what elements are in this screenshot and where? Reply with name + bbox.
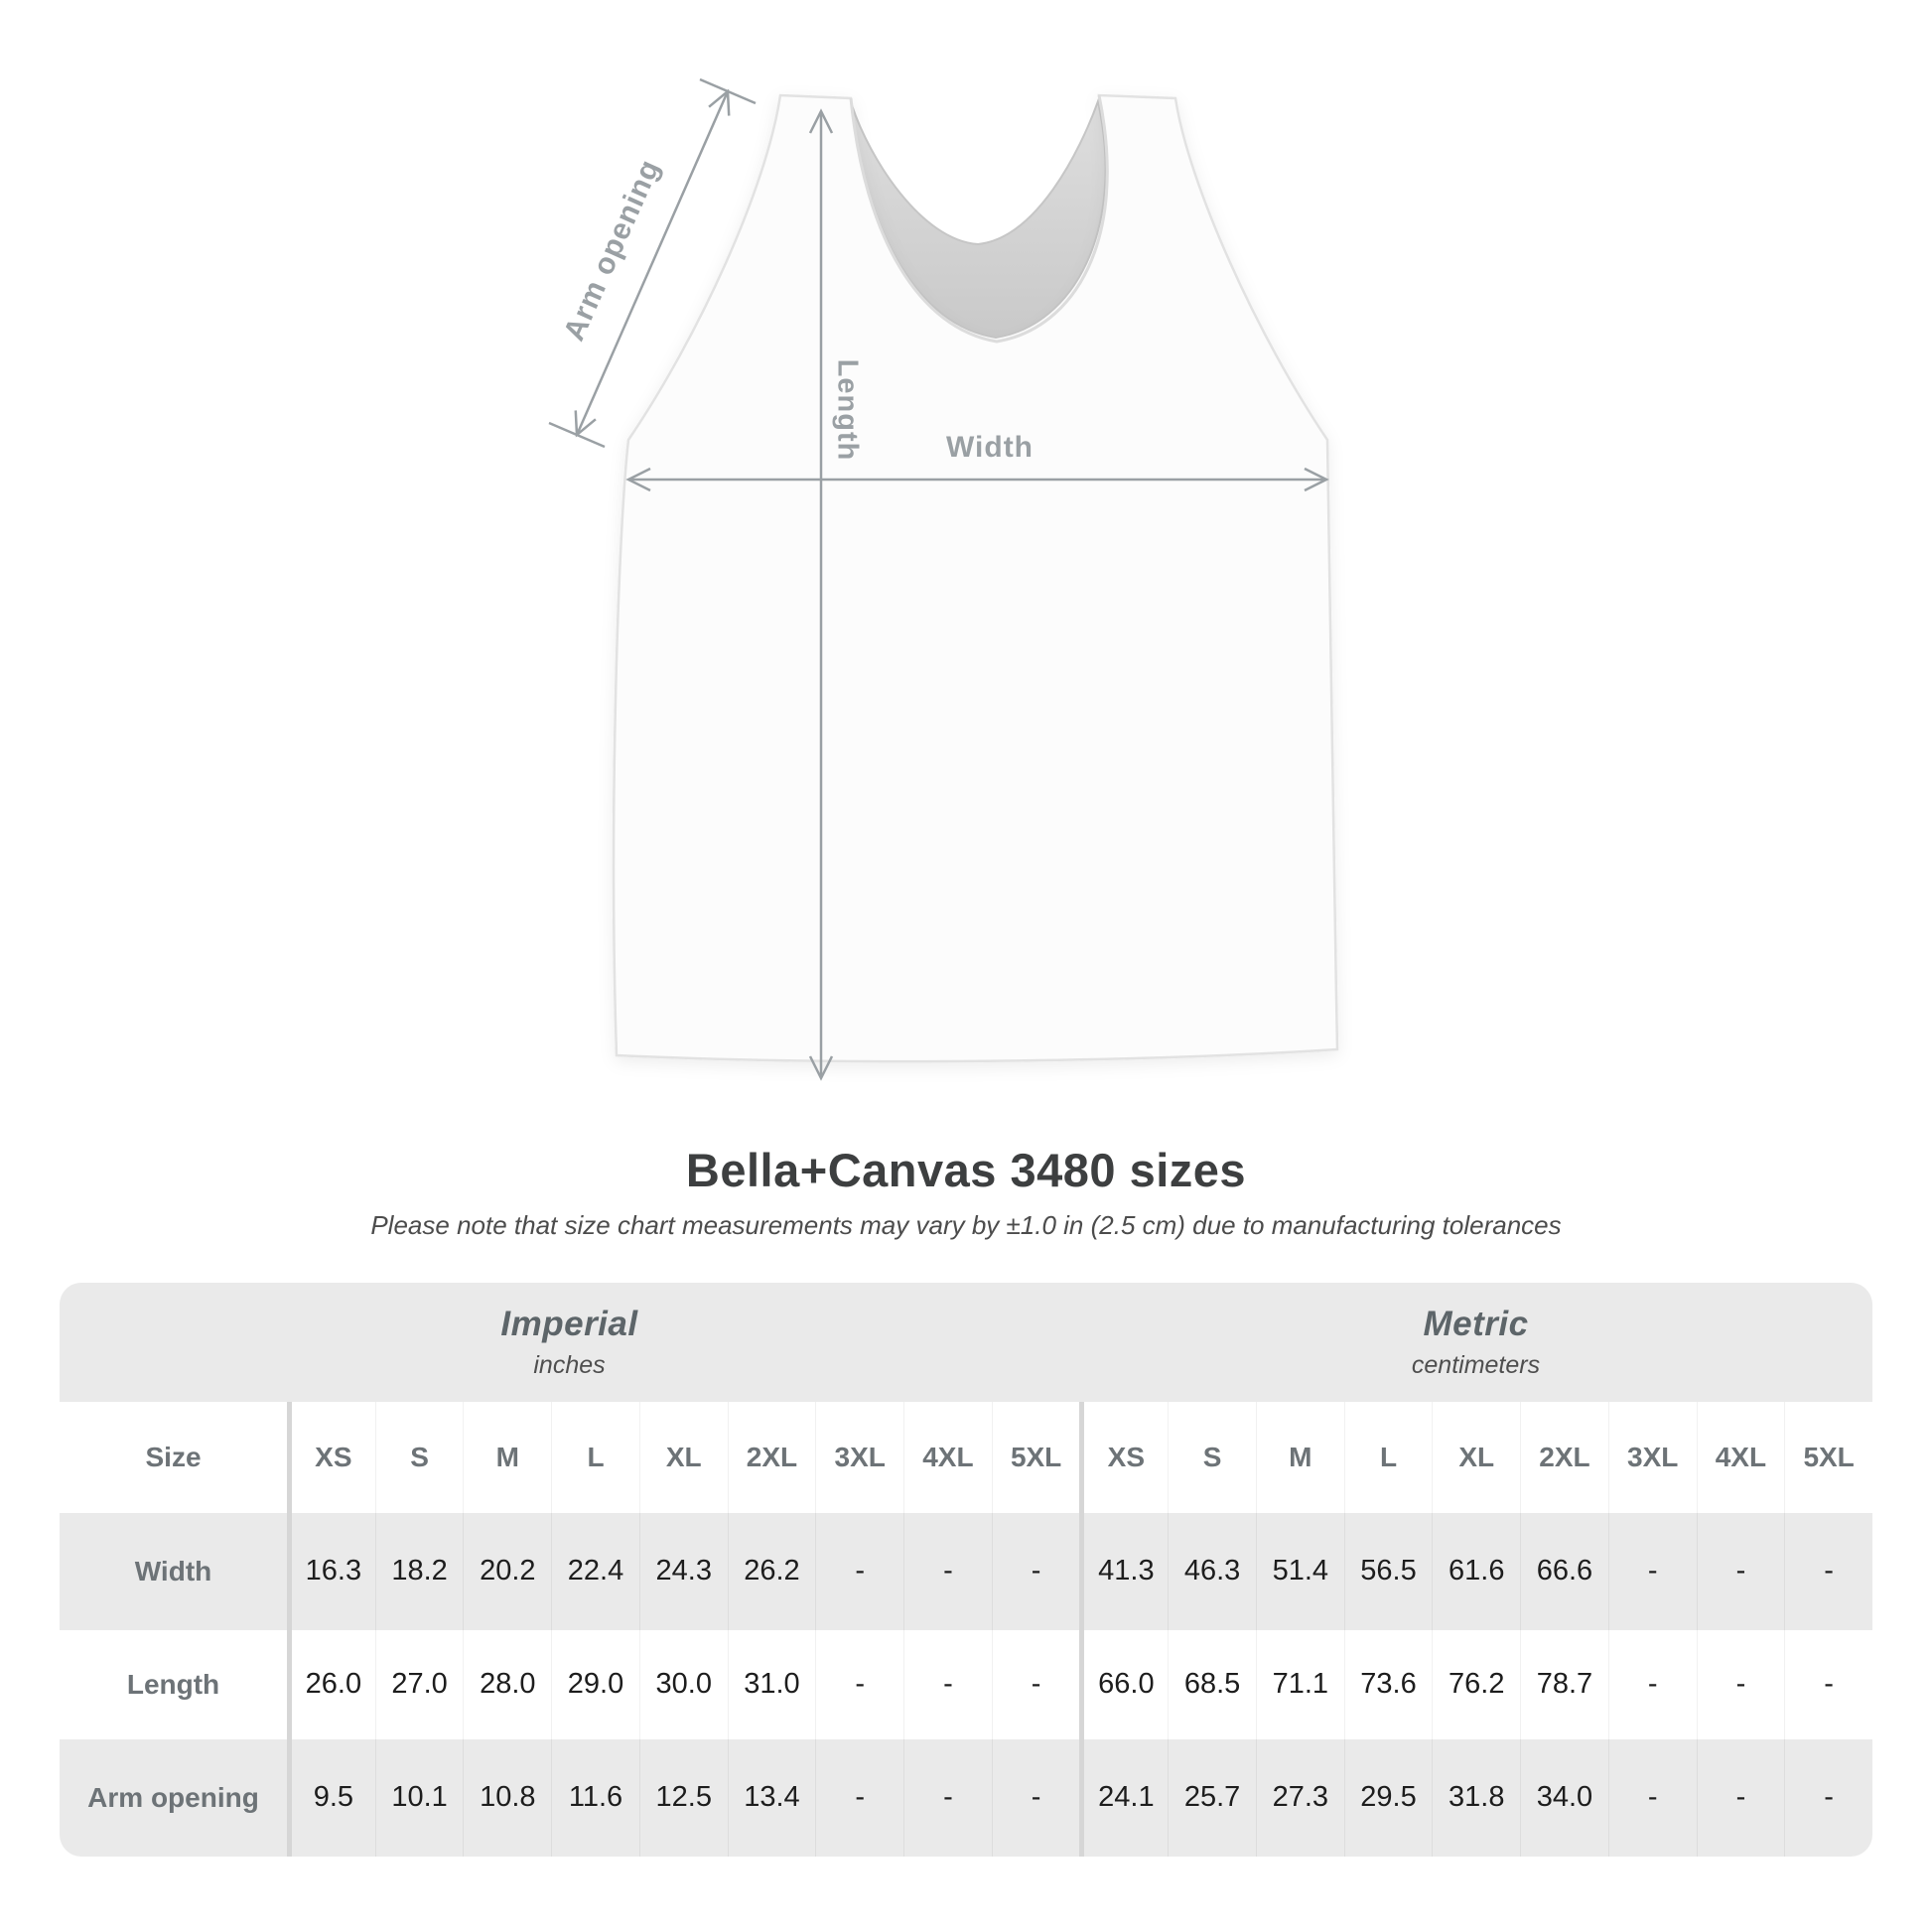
- value-cell: -: [1697, 1739, 1785, 1857]
- measurement-label: Width: [134, 1555, 212, 1587]
- value-cell: 56.5: [1344, 1513, 1433, 1630]
- value-cell: 13.4: [728, 1739, 816, 1857]
- imperial-unit: inches: [533, 1350, 606, 1379]
- value-cell: 31.0: [728, 1630, 816, 1739]
- width-label: Width: [945, 431, 1035, 464]
- value-cell: 73.6: [1344, 1630, 1433, 1739]
- tolerance-note: Please note that size chart measurements may vary by ±1.0 in (2.5 cm) due to manufacturing tolerances: [370, 1209, 1562, 1240]
- value-cell: 28.0: [463, 1630, 551, 1739]
- size-header-cell: S: [1168, 1402, 1256, 1513]
- value-cell: 76.2: [1432, 1630, 1520, 1739]
- size-header-cell: XS: [287, 1402, 375, 1513]
- value-cell: 66.6: [1520, 1513, 1608, 1630]
- size-header-cell: M: [1256, 1402, 1344, 1513]
- arm-opening-tick-bottom: [549, 423, 605, 447]
- value-cell: -: [903, 1630, 992, 1739]
- measurement-row: [60, 1739, 1872, 1857]
- value-cell: 31.8: [1432, 1739, 1520, 1857]
- value-cell: 27.3: [1256, 1739, 1344, 1857]
- value-cell: -: [1608, 1630, 1697, 1739]
- value-cell: 9.5: [287, 1739, 375, 1857]
- value-cell: -: [1784, 1739, 1872, 1857]
- units-header: [60, 1283, 1872, 1402]
- measurement-row: [60, 1630, 1872, 1739]
- value-cell: 27.0: [375, 1630, 464, 1739]
- size-header-cell: L: [551, 1402, 639, 1513]
- tank-body: [614, 95, 1337, 1061]
- measurement-row: [60, 1513, 1872, 1630]
- value-cell: 66.0: [1079, 1630, 1168, 1739]
- size-header-cell: 3XL: [815, 1402, 903, 1513]
- length-label: Length: [831, 358, 864, 462]
- value-cell: 26.0: [287, 1630, 375, 1739]
- value-cell: 10.8: [463, 1739, 551, 1857]
- size-header-cell: S: [375, 1402, 464, 1513]
- value-cell: 71.1: [1256, 1630, 1344, 1739]
- imperial-header: [60, 1283, 1079, 1402]
- value-cell: 25.7: [1168, 1739, 1256, 1857]
- size-header-cell: XL: [1432, 1402, 1520, 1513]
- size-header-cell: L: [1344, 1402, 1433, 1513]
- value-cell: -: [992, 1739, 1080, 1857]
- value-cell: -: [992, 1630, 1080, 1739]
- value-cell: 24.1: [1079, 1739, 1168, 1857]
- arm-opening-tick-top: [700, 79, 756, 103]
- size-column-header: Size: [145, 1441, 202, 1472]
- value-cell: 16.3: [287, 1513, 375, 1630]
- value-cell: -: [1784, 1630, 1872, 1739]
- value-cell: 46.3: [1168, 1513, 1256, 1630]
- size-header-cell: 4XL: [903, 1402, 992, 1513]
- metric-header: [1079, 1283, 1872, 1402]
- value-cell: 34.0: [1520, 1739, 1608, 1857]
- size-header-cell: 4XL: [1697, 1402, 1785, 1513]
- value-cell: 11.6: [551, 1739, 639, 1857]
- value-cell: 22.4: [551, 1513, 639, 1630]
- size-header-cell: 3XL: [1608, 1402, 1697, 1513]
- value-cell: 12.5: [639, 1739, 728, 1857]
- value-cell: -: [1608, 1513, 1697, 1630]
- value-cell: 10.1: [375, 1739, 464, 1857]
- table-rows: [60, 1513, 1872, 1857]
- size-header-cell: XL: [639, 1402, 728, 1513]
- value-cell: 24.3: [639, 1513, 728, 1630]
- value-cell: -: [1784, 1513, 1872, 1630]
- value-cell: -: [815, 1513, 903, 1630]
- value-cell: 68.5: [1168, 1630, 1256, 1739]
- value-cell: -: [903, 1513, 992, 1630]
- value-cell: 18.2: [375, 1513, 464, 1630]
- value-cell: 29.0: [551, 1630, 639, 1739]
- value-cell: -: [1608, 1739, 1697, 1857]
- value-cell: 61.6: [1432, 1513, 1520, 1630]
- value-cell: -: [1697, 1630, 1785, 1739]
- size-header-row: [60, 1402, 1872, 1513]
- value-cell: 41.3: [1079, 1513, 1168, 1630]
- metric-title: Metric: [1423, 1304, 1529, 1343]
- value-cell: 20.2: [463, 1513, 551, 1630]
- value-cell: -: [903, 1739, 992, 1857]
- size-header-cell: M: [463, 1402, 551, 1513]
- size-table: [60, 1283, 1872, 1857]
- size-header-cell: 2XL: [1520, 1402, 1608, 1513]
- value-cell: 51.4: [1256, 1513, 1344, 1630]
- measurement-label: Length: [126, 1668, 220, 1700]
- value-cell: -: [1697, 1513, 1785, 1630]
- metric-unit: centimeters: [1411, 1350, 1541, 1379]
- value-cell: -: [992, 1513, 1080, 1630]
- arm-opening-label: Arm opening: [557, 154, 667, 346]
- value-cell: -: [815, 1739, 903, 1857]
- imperial-title: Imperial: [500, 1304, 638, 1343]
- size-header-cell: 5XL: [992, 1402, 1080, 1513]
- value-cell: 30.0: [639, 1630, 728, 1739]
- value-cell: -: [815, 1630, 903, 1739]
- page-title: Bella+Canvas 3480 sizes: [685, 1144, 1247, 1196]
- value-cell: 26.2: [728, 1513, 816, 1630]
- measurement-label: Arm opening: [87, 1781, 259, 1813]
- size-header-cell: 5XL: [1784, 1402, 1872, 1513]
- size-header-cell: 2XL: [728, 1402, 816, 1513]
- value-cell: 29.5: [1344, 1739, 1433, 1857]
- value-cell: 78.7: [1520, 1630, 1608, 1739]
- size-header-cell: XS: [1079, 1402, 1168, 1513]
